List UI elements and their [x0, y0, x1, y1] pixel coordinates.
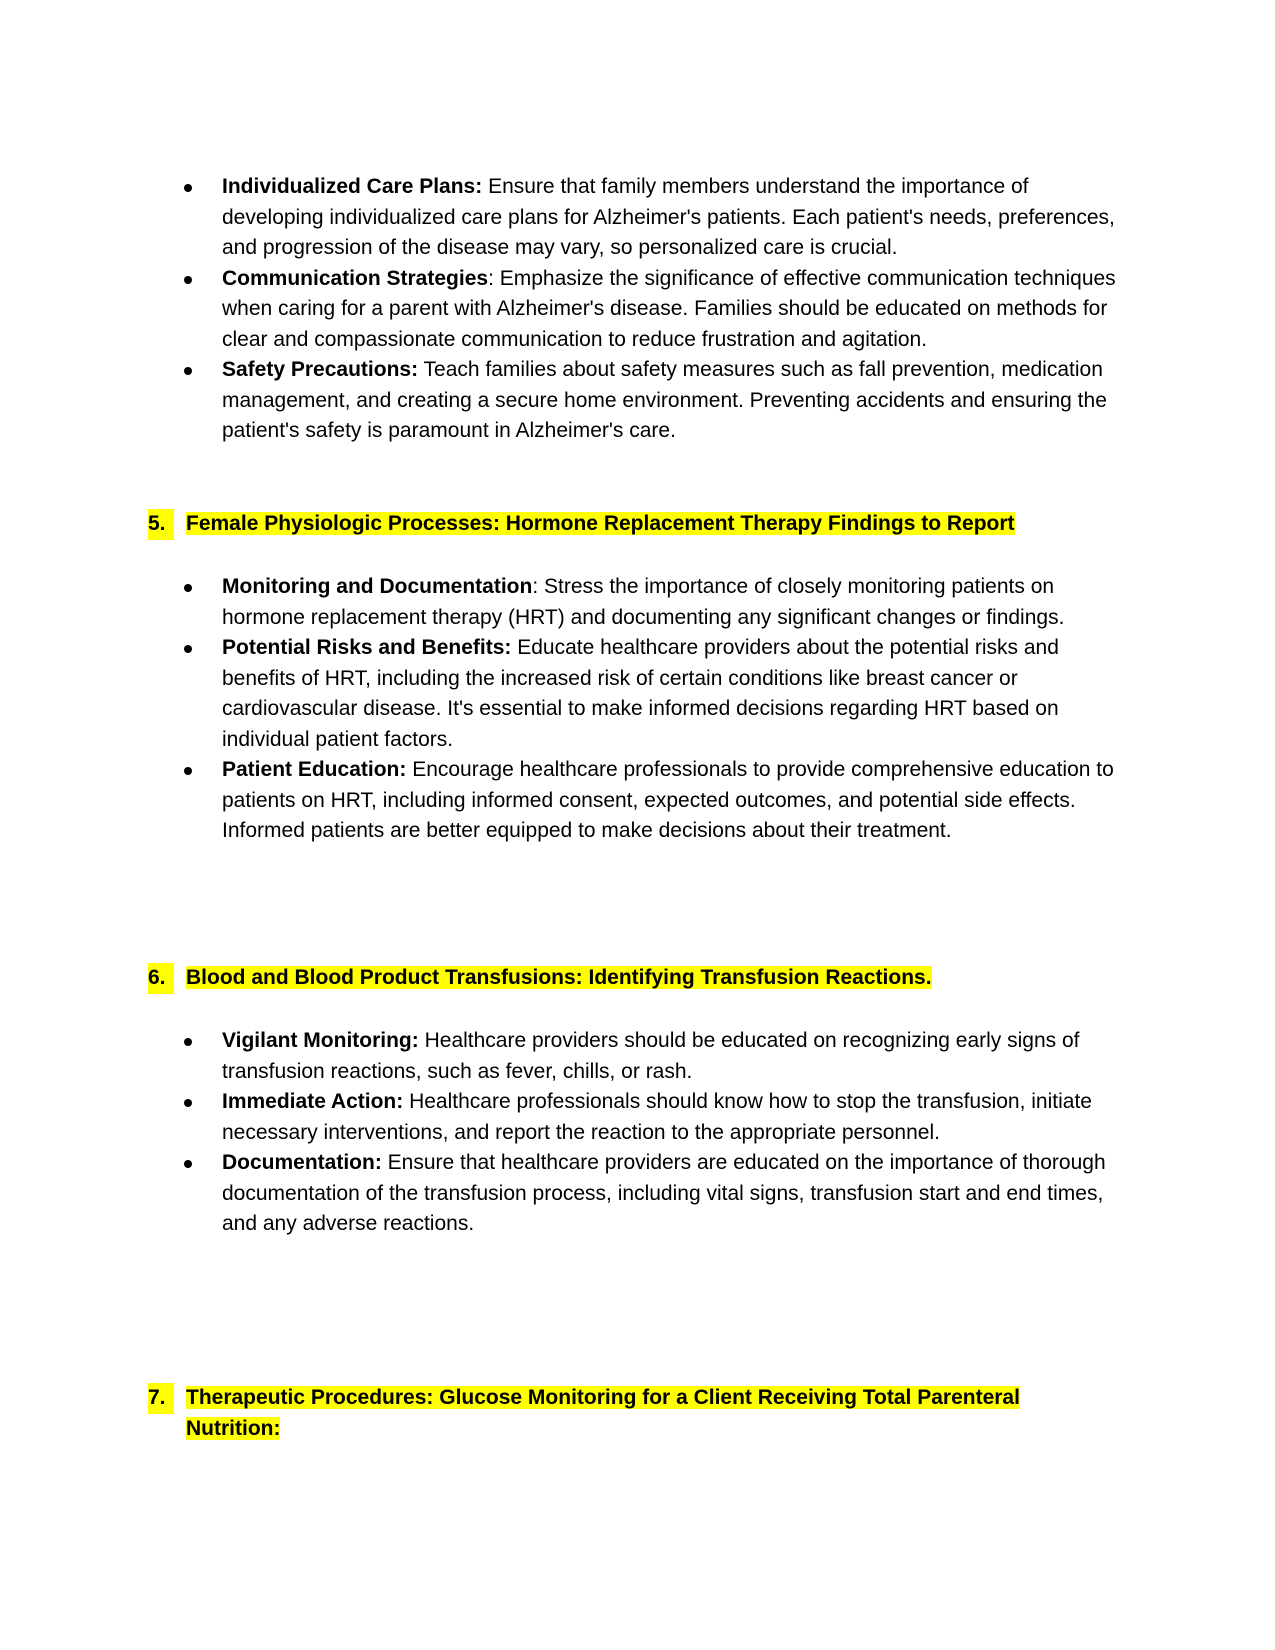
bullet-term: Documentation: — [222, 1151, 382, 1174]
section-title: Therapeutic Procedures: Glucose Monitoring for a Client Receiving Total Parenteral Nutrition: — [186, 1386, 1020, 1440]
bullet-text: Ensure that family members understand the importance of developing individualized care plans for Alzheimer's patients. Each patient's needs, preferences, and progression of the disease may vary, so personalized care is crucial. — [222, 175, 1115, 259]
transfusion-bullet-list — [222, 1026, 1127, 1240]
list-item — [222, 172, 1127, 264]
bullet-text: Teach families about safety measures such as fall prevention, medication management, and creating a secure home environment. Preventing accidents and ensuring the patient's safety is paramount in Alzheimer's care. — [222, 358, 1107, 442]
bullet-term: Monitoring and Documentation — [222, 575, 533, 598]
bullet-text: : Stress the importance of closely monitoring patients on hormone replacement therapy (HRT) and documenting any significant changes or findings. — [222, 575, 1065, 629]
bullet-text: : Emphasize the significance of effective communication techniques when caring for a parent with Alzheimer's disease. Families should be educated on methods for clear and compassionate communication to reduce frustration and agitation. — [222, 266, 1116, 351]
bullet-icon — [184, 767, 192, 775]
bullet-icon — [184, 584, 192, 592]
list-item — [222, 355, 1127, 447]
bullet-term: Vigilant Monitoring: — [222, 1029, 419, 1052]
list-item — [222, 1148, 1127, 1240]
section-heading-5 — [148, 509, 1108, 540]
list-item — [222, 572, 1127, 633]
list-item — [222, 1026, 1127, 1087]
bullet-text: Encourage healthcare professionals to provide comprehensive education to patients on HRT, including informed consent, expected outcomes, and potential side effects. Informed patients are better equipped to make decisions about their treatment. — [222, 758, 1114, 842]
alzheimers-bullet-list — [222, 172, 1127, 447]
section-heading-6 — [148, 963, 1108, 994]
bullet-text: Healthcare providers should be educated on recognizing early signs of transfusion reactions, such as fever, chills, or rash. — [222, 1029, 1080, 1083]
section-number: 6. — [148, 963, 174, 994]
section-title: Blood and Blood Product Transfusions: Identifying Transfusion Reactions. — [186, 966, 932, 989]
list-item — [222, 633, 1127, 755]
section-heading-7 — [148, 1383, 1048, 1444]
bullet-icon — [184, 276, 192, 284]
bullet-term: Immediate Action: — [222, 1090, 404, 1113]
bullet-term: Communication Strategies — [222, 266, 489, 290]
bullet-text: Educate healthcare providers about the potential risks and benefits of HRT, including the increased risk of certain conditions like breast cancer or cardiovascular disease. It's essential to make informed decisions regarding HRT based on individual patient factors. — [222, 636, 1059, 751]
bullet-icon — [184, 1099, 192, 1107]
bullet-icon — [184, 645, 192, 653]
bullet-text: Healthcare professionals should know how to stop the transfusion, initiate necessary interventions, and report the reaction to the appropriate personnel. — [222, 1090, 1092, 1144]
list-item — [222, 264, 1127, 356]
bullet-term: Safety Precautions: — [222, 358, 419, 381]
list-item — [222, 755, 1127, 847]
bullet-term: Individualized Care Plans: — [222, 175, 483, 198]
list-item — [222, 1087, 1127, 1148]
bullet-term: Patient Education: — [222, 758, 407, 781]
bullet-term: Potential Risks and Benefits: — [222, 636, 512, 659]
bullet-icon — [184, 1038, 192, 1046]
bullet-icon — [184, 184, 192, 192]
hrt-bullet-list — [222, 572, 1127, 847]
bullet-icon — [184, 367, 192, 375]
section-title: Female Physiologic Processes: Hormone Replacement Therapy Findings to Report — [186, 512, 1015, 535]
bullet-icon — [184, 1160, 192, 1168]
bullet-text: Ensure that healthcare providers are educated on the importance of thorough documentation of the transfusion process, including vital signs, transfusion start and end times, and any adverse reactions. — [222, 1151, 1106, 1235]
section-number: 5. — [148, 509, 174, 540]
section-number: 7. — [148, 1383, 174, 1414]
